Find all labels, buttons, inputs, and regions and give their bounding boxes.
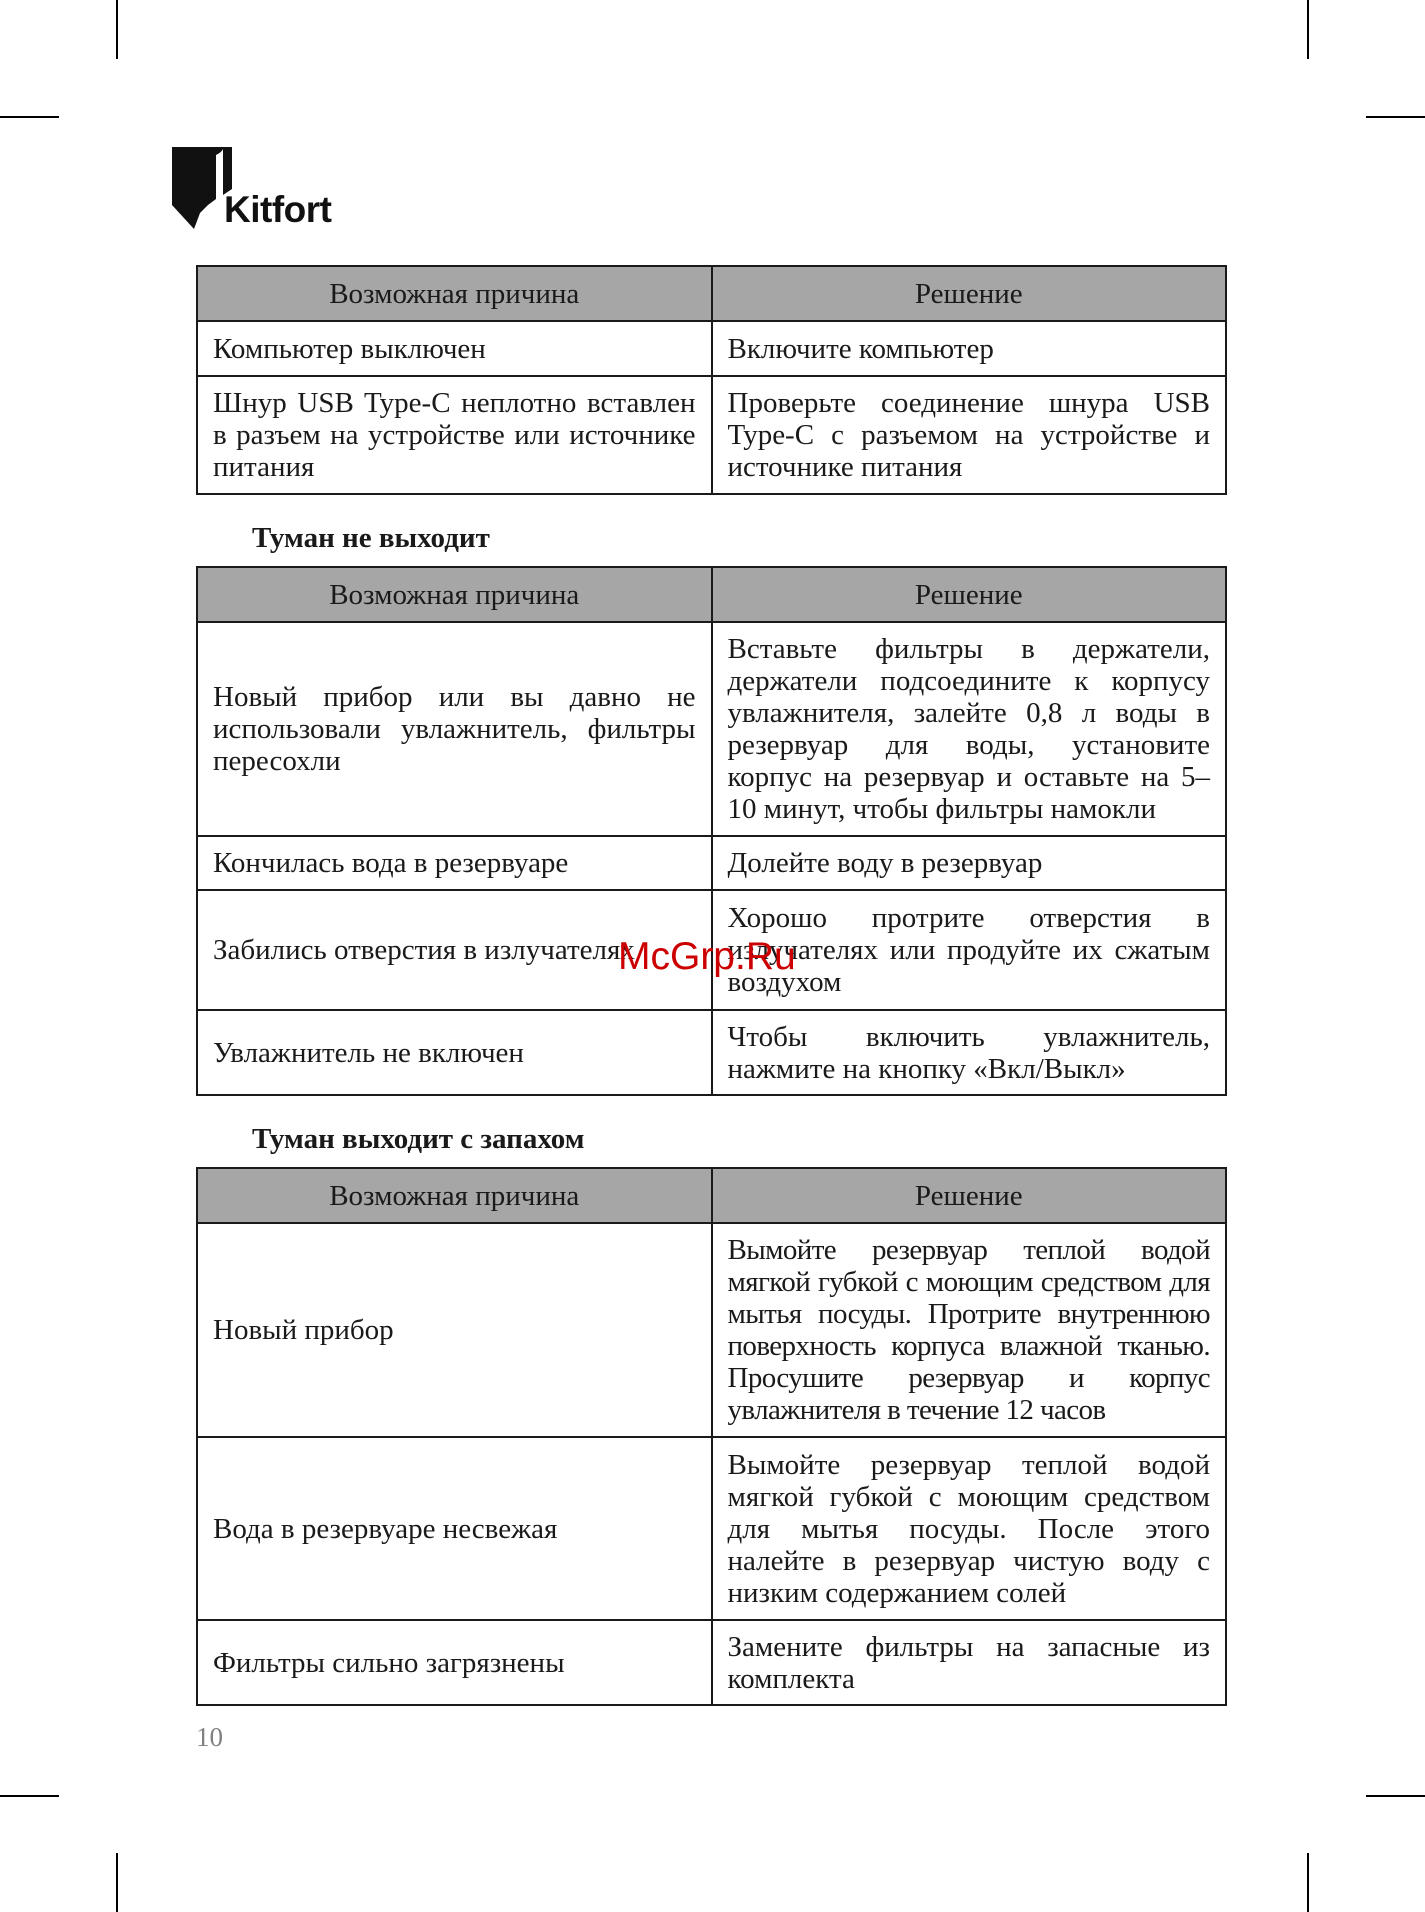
troubleshooting-table-1	[196, 265, 1227, 495]
solution-cell: Долейте воду в резервуар	[712, 836, 1227, 890]
table-row	[197, 622, 1226, 836]
crop-mark	[0, 1795, 59, 1797]
table-row	[197, 1223, 1226, 1437]
cause-cell: Забились отверстия в излучателях	[197, 890, 712, 1010]
section-title: Туман выходит с запахом	[252, 1123, 585, 1155]
solution-cell: Вставьте фильтры в держатели, держатели подсоедините к корпусу увлажнителя, залейте 0,8 л воды в резервуар для воды, установите корпус на резервуар и оставьте на 5–10 минут, чтобы фильтры намокли	[712, 622, 1227, 836]
table-header-row	[197, 266, 1226, 321]
cause-cell: Шнур USB Type-C неплотно вставлен в разъем на устройстве или источнике питания	[197, 376, 712, 494]
header-solution: Решение	[712, 1168, 1227, 1223]
table-row	[197, 376, 1226, 494]
cause-cell: Новый прибор или вы давно не использовали увлажнитель, фильтры пересохли	[197, 622, 712, 836]
table-header-row	[197, 1168, 1226, 1223]
table-row	[197, 321, 1226, 376]
cause-cell: Новый прибор	[197, 1223, 712, 1437]
cause-cell: Вода в резервуаре несвежая	[197, 1437, 712, 1620]
crop-mark	[0, 116, 59, 118]
solution-cell: Вымойте резервуар теплой водой мягкой губкой с моющим средством для мытья посуды. Протрите внутреннюю поверхность корпуса влажной тканью. Просушите резервуар и корпус увлажнителя в течение 12 часов	[712, 1223, 1227, 1437]
crop-mark	[1307, 1853, 1309, 1912]
page-number: 10	[196, 1722, 223, 1752]
header-cause: Возможная причина	[197, 1168, 712, 1223]
solution-cell: Хорошо протрите отверстия в излучателях или продуйте их сжатым воздухом	[712, 890, 1227, 1010]
cause-cell: Увлажнитель не включен	[197, 1010, 712, 1095]
cause-cell: Кончилась вода в резервуаре	[197, 836, 712, 890]
section-title: Туман не выходит	[252, 522, 490, 554]
table-row	[197, 1620, 1226, 1705]
crop-mark	[1307, 0, 1309, 59]
header-cause: Возможная причина	[197, 567, 712, 622]
crop-mark	[116, 0, 118, 59]
solution-cell: Вымойте резервуар теплой водой мягкой губкой с моющим средством для мытья посуды. После этого налейте в резервуар чистую воду с низким содержанием солей	[712, 1437, 1227, 1620]
solution-cell: Чтобы включить увлажнитель, нажмите на кнопку «Вкл/Выкл»	[712, 1010, 1227, 1095]
brand-name: Kitfort	[224, 189, 332, 230]
table-row	[197, 1010, 1226, 1095]
solution-cell: Включите компьютер	[712, 321, 1227, 376]
brand-logo	[172, 147, 352, 233]
header-cause: Возможная причина	[197, 266, 712, 321]
solution-cell: Проверьте соединение шнура USB Type-C с разъемом на устройстве и источнике питания	[712, 376, 1227, 494]
table-header-row	[197, 567, 1226, 622]
header-solution: Решение	[712, 266, 1227, 321]
crop-mark	[1366, 116, 1425, 118]
crop-mark	[1366, 1795, 1425, 1797]
table-row	[197, 836, 1226, 890]
table-row	[197, 1437, 1226, 1620]
cause-cell: Фильтры сильно загрязнены	[197, 1620, 712, 1705]
header-solution: Решение	[712, 567, 1227, 622]
crop-mark	[116, 1853, 118, 1912]
solution-cell: Замените фильтры на запасные из комплекта	[712, 1620, 1227, 1705]
cause-cell: Компьютер выключен	[197, 321, 712, 376]
troubleshooting-table-3	[196, 1167, 1227, 1706]
troubleshooting-table-2	[196, 566, 1227, 1096]
watermark: McGrp.Ru	[618, 935, 796, 978]
